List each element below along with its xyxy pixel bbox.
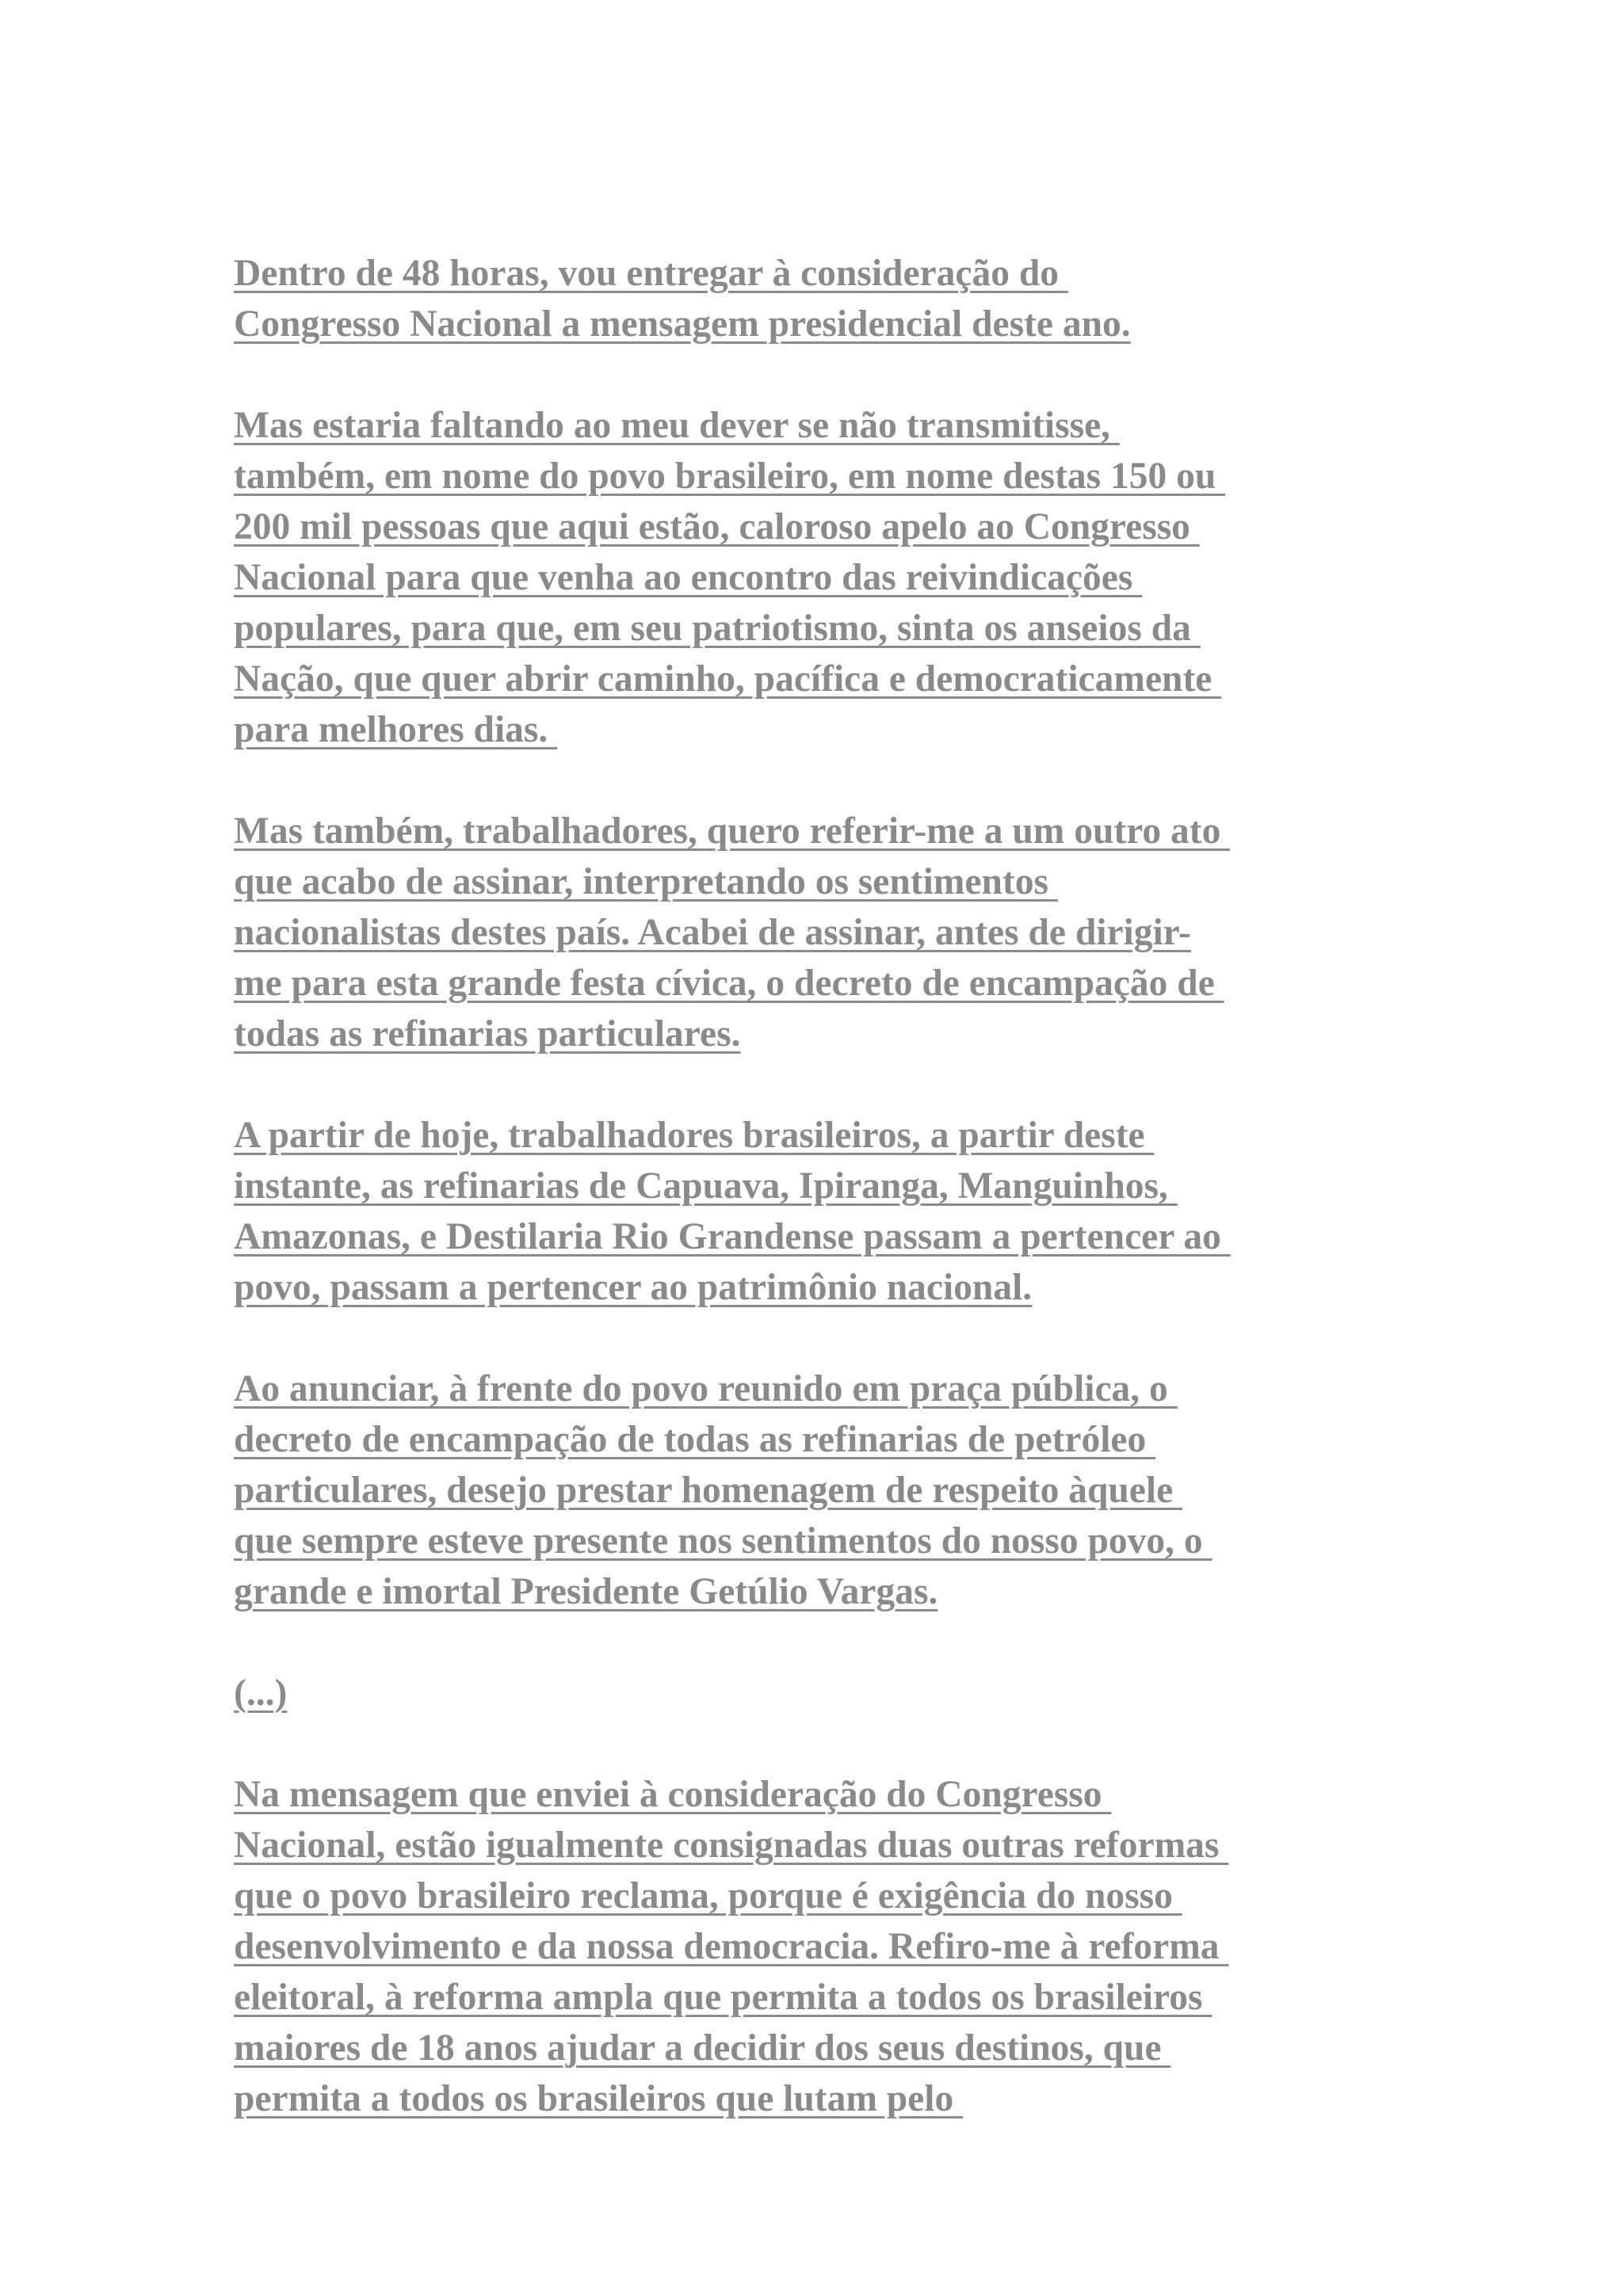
text-line: Nação, que quer abrir caminho, pacífica e democraticamente: [234, 658, 1222, 700]
paragraph-1: [234, 248, 1423, 349]
text-line: grande e imortal Presidente Getúlio Vargas.: [234, 1571, 938, 1612]
text-line: instante, as refinarias de Capuava, Ipiranga, Manguinhos,: [234, 1165, 1178, 1207]
text-line: Nacional, estão igualmente consignadas duas outras reformas: [234, 1825, 1229, 1866]
text-line: Ao anunciar, à frente do povo reunido em praça pública, o: [234, 1368, 1178, 1409]
text-line: particulares, desejo prestar homenagem de respeito àquele: [234, 1470, 1183, 1511]
text-line: todas as refinarias particulares.: [234, 1013, 741, 1055]
text-line: que o povo brasileiro reclama, porque é exigência do nosso: [234, 1875, 1182, 1917]
text-line: (...): [234, 1672, 288, 1714]
text-line: que sempre esteve presente nos sentimentos do nosso povo, o: [234, 1520, 1212, 1562]
text-line: também, em nome do povo brasileiro, em nome destas 150 ou: [234, 456, 1226, 497]
text-line: para melhores dias.: [234, 709, 558, 750]
text-line: Na mensagem que enviei à consideração do Congresso: [234, 1774, 1112, 1815]
paragraph-3: [234, 806, 1423, 1059]
text-line: Congresso Nacional a mensagem presidencial deste ano.: [234, 303, 1131, 345]
text-line: A partir de hoje, trabalhadores brasileiros, a partir deste: [234, 1115, 1155, 1156]
text-line: decreto de encampação de todas as refinarias de petróleo: [234, 1419, 1156, 1460]
text-line: Mas estaria faltando ao meu dever se não transmitisse,: [234, 405, 1120, 446]
text-line: Dentro de 48 horas, vou entregar à consideração do: [234, 253, 1068, 294]
text-line: desenvolvimento e da nossa democracia. Refiro-me à reforma: [234, 1926, 1229, 1967]
paragraph-ellipsis: [234, 1668, 1423, 1718]
text-line: eleitoral, à reforma ampla que permita a todos os brasileiros: [234, 1977, 1212, 2018]
paragraph-5: [234, 1363, 1423, 1617]
text-line: Nacional para que venha ao encontro das reivindicações: [234, 557, 1143, 598]
text-line: 200 mil pessoas que aqui estão, caloroso apelo ao Congresso: [234, 506, 1200, 547]
text-line: Amazonas, e Destilaria Rio Grandense passam a pertencer ao: [234, 1216, 1231, 1257]
text-line: nacionalistas destes país. Acabei de assinar, antes de dirigir-: [234, 912, 1191, 953]
text-line: populares, para que, em seu patriotismo, sinta os anseios da: [234, 608, 1201, 649]
text-line: Mas também, trabalhadores, quero referir-me a um outro ato: [234, 810, 1231, 852]
text-line: permita a todos os brasileiros que lutam pelo: [234, 2078, 964, 2119]
paragraph-7: [234, 1769, 1423, 2124]
paragraph-4: [234, 1110, 1423, 1313]
text-line: me para esta grande festa cívica, o decreto de encampação de: [234, 963, 1224, 1004]
speech-text: [234, 248, 1423, 2175]
paragraph-2: [234, 400, 1423, 755]
text-line: povo, passam a pertencer ao patrimônio nacional.: [234, 1267, 1033, 1308]
text-line: maiores de 18 anos ajudar a decidir dos seus destinos, que: [234, 2027, 1171, 2069]
text-line: que acabo de assinar, interpretando os sentimentos: [234, 861, 1058, 902]
